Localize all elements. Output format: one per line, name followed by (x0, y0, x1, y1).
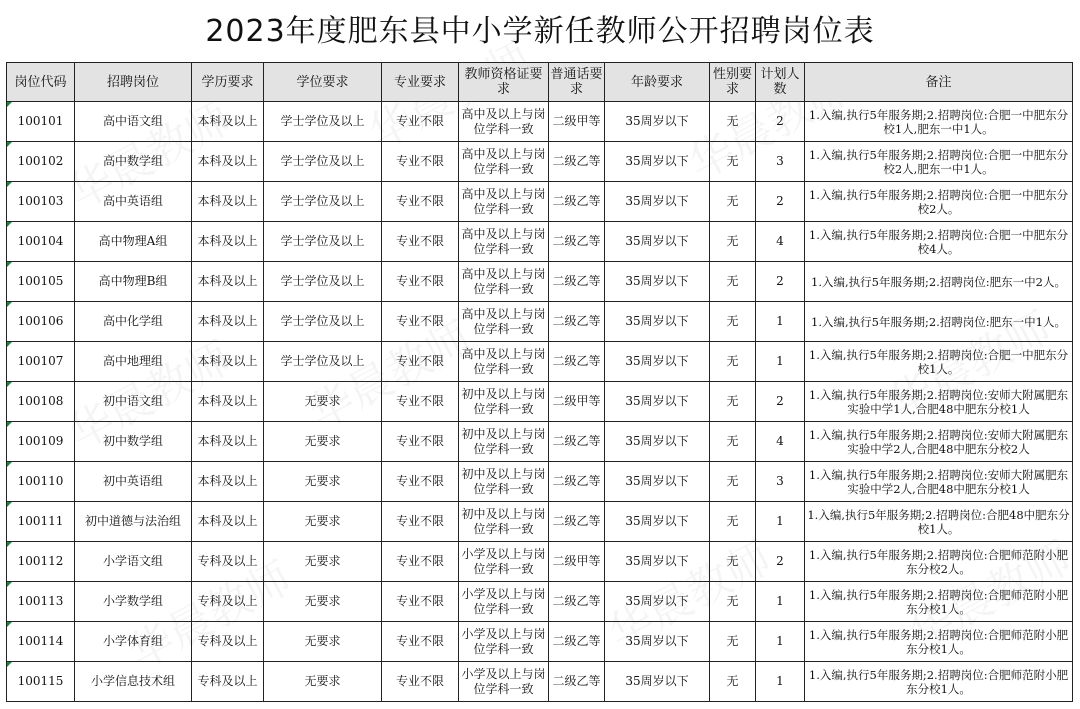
cell-gender: 无 (710, 262, 756, 302)
table-row (7, 302, 1073, 342)
cell-gender: 无 (710, 382, 756, 422)
cell-cert: 小学及以上与岗位学科一致 (459, 622, 549, 662)
cell-code: 100105 (7, 262, 75, 302)
cell-code: 100107 (7, 342, 75, 382)
cell-note: 1.入编,执行5年服务期;2.招聘岗位:肥东一中1人。 (805, 302, 1073, 342)
cell-mandarin: 二级乙等 (549, 582, 605, 622)
cell-gender: 无 (710, 622, 756, 662)
cell-age: 35周岁以下 (605, 582, 710, 622)
cell-code: 100115 (7, 662, 75, 702)
cell-gender: 无 (710, 302, 756, 342)
page-title: 2023年度肥东县中小学新任教师公开招聘岗位表 (205, 14, 875, 49)
cell-cert: 高中及以上与岗位学科一致 (459, 102, 549, 142)
cell-mandarin: 二级甲等 (549, 542, 605, 582)
cell-post: 小学信息技术组 (75, 662, 192, 702)
cell-post: 高中物理B组 (75, 262, 192, 302)
cell-gender: 无 (710, 542, 756, 582)
cell-age: 35周岁以下 (605, 302, 710, 342)
cell-note: 1.入编,执行5年服务期;2.招聘岗位:安师大附属肥东实验中学1人,合肥48中肥东分校1人 (805, 382, 1073, 422)
cell-cert: 初中及以上与岗位学科一致 (459, 502, 549, 542)
cell-cert: 高中及以上与岗位学科一致 (459, 262, 549, 302)
cell-degree: 无要求 (264, 582, 382, 622)
cell-code: 100114 (7, 622, 75, 662)
cell-post: 初中语文组 (75, 382, 192, 422)
cell-edu: 本科及以上 (192, 502, 264, 542)
cell-post: 初中英语组 (75, 462, 192, 502)
cell-age: 35周岁以下 (605, 542, 710, 582)
cell-code: 100112 (7, 542, 75, 582)
cell-code: 100104 (7, 222, 75, 262)
cell-gender: 无 (710, 222, 756, 262)
cell-cert: 高中及以上与岗位学科一致 (459, 142, 549, 182)
cell-edu: 本科及以上 (192, 302, 264, 342)
cell-gender: 无 (710, 462, 756, 502)
cell-degree: 学士学位及以上 (264, 182, 382, 222)
cell-code: 100111 (7, 502, 75, 542)
cell-mandarin: 二级乙等 (549, 182, 605, 222)
header-cert: 教师资格证要求 (459, 63, 549, 102)
cell-plan: 1 (756, 622, 805, 662)
cell-major: 专业不限 (382, 582, 459, 622)
cell-edu: 本科及以上 (192, 102, 264, 142)
cell-post: 高中语文组 (75, 102, 192, 142)
cell-plan: 2 (756, 262, 805, 302)
cell-degree: 无要求 (264, 542, 382, 582)
table-row (7, 382, 1073, 422)
cell-edu: 本科及以上 (192, 182, 264, 222)
cell-cert: 高中及以上与岗位学科一致 (459, 182, 549, 222)
cell-code: 100108 (7, 382, 75, 422)
cell-plan: 3 (756, 462, 805, 502)
cell-degree: 无要求 (264, 382, 382, 422)
cell-plan: 2 (756, 102, 805, 142)
table-row (7, 342, 1073, 382)
cell-age: 35周岁以下 (605, 422, 710, 462)
cell-code: 100103 (7, 182, 75, 222)
cell-post: 高中数学组 (75, 142, 192, 182)
cell-age: 35周岁以下 (605, 102, 710, 142)
header-major: 专业要求 (382, 63, 459, 102)
cell-major: 专业不限 (382, 422, 459, 462)
cell-degree: 学士学位及以上 (264, 142, 382, 182)
cell-note: 1.入编,执行5年服务期;2.招聘岗位:合肥师范附小肥东分校1人。 (805, 662, 1073, 702)
cell-major: 专业不限 (382, 262, 459, 302)
cell-edu: 本科及以上 (192, 222, 264, 262)
cell-edu: 本科及以上 (192, 342, 264, 382)
cell-major: 专业不限 (382, 142, 459, 182)
cell-mandarin: 二级乙等 (549, 462, 605, 502)
cell-post: 高中英语组 (75, 182, 192, 222)
cell-age: 35周岁以下 (605, 342, 710, 382)
cell-cert: 初中及以上与岗位学科一致 (459, 422, 549, 462)
cell-cert: 小学及以上与岗位学科一致 (459, 662, 549, 702)
cell-gender: 无 (710, 502, 756, 542)
cell-gender: 无 (710, 662, 756, 702)
cell-degree: 无要求 (264, 662, 382, 702)
cell-mandarin: 二级乙等 (549, 302, 605, 342)
cell-age: 35周岁以下 (605, 502, 710, 542)
cell-degree: 学士学位及以上 (264, 262, 382, 302)
cell-note: 1.入编,执行5年服务期;2.招聘岗位:合肥师范附小肥东分校1人。 (805, 582, 1073, 622)
cell-post: 高中物理A组 (75, 222, 192, 262)
cell-plan: 4 (756, 422, 805, 462)
cell-major: 专业不限 (382, 222, 459, 262)
cell-gender: 无 (710, 422, 756, 462)
header-age: 年龄要求 (605, 63, 710, 102)
cell-code: 100110 (7, 462, 75, 502)
cell-major: 专业不限 (382, 302, 459, 342)
cell-mandarin: 二级乙等 (549, 342, 605, 382)
cell-plan: 1 (756, 502, 805, 542)
cell-mandarin: 二级乙等 (549, 662, 605, 702)
cell-post: 小学数学组 (75, 582, 192, 622)
cell-code: 100113 (7, 582, 75, 622)
cell-cert: 小学及以上与岗位学科一致 (459, 582, 549, 622)
cell-degree: 学士学位及以上 (264, 302, 382, 342)
cell-cert: 高中及以上与岗位学科一致 (459, 342, 549, 382)
cell-code: 100102 (7, 142, 75, 182)
cell-age: 35周岁以下 (605, 662, 710, 702)
cell-major: 专业不限 (382, 502, 459, 542)
cell-mandarin: 二级乙等 (549, 262, 605, 302)
cell-mandarin: 二级乙等 (549, 142, 605, 182)
table-row (7, 222, 1073, 262)
table-row (7, 462, 1073, 502)
cell-degree: 无要求 (264, 462, 382, 502)
cell-plan: 3 (756, 142, 805, 182)
cell-plan: 4 (756, 222, 805, 262)
header-mandarin: 普通话要求 (549, 63, 605, 102)
cell-mandarin: 二级甲等 (549, 102, 605, 142)
cell-note: 1.入编,执行5年服务期;2.招聘岗位:肥东一中2人。 (805, 262, 1073, 302)
cell-age: 35周岁以下 (605, 382, 710, 422)
cell-edu: 本科及以上 (192, 462, 264, 502)
cell-degree: 学士学位及以上 (264, 102, 382, 142)
cell-gender: 无 (710, 182, 756, 222)
header-code: 岗位代码 (7, 63, 75, 102)
cell-major: 专业不限 (382, 342, 459, 382)
cell-cert: 初中及以上与岗位学科一致 (459, 382, 549, 422)
cell-age: 35周岁以下 (605, 142, 710, 182)
cell-post: 高中化学组 (75, 302, 192, 342)
cell-post: 初中数学组 (75, 422, 192, 462)
cell-degree: 学士学位及以上 (264, 342, 382, 382)
header-degree: 学位要求 (264, 63, 382, 102)
cell-plan: 2 (756, 542, 805, 582)
cell-degree: 无要求 (264, 422, 382, 462)
cell-mandarin: 二级乙等 (549, 502, 605, 542)
cell-plan: 1 (756, 302, 805, 342)
cell-note: 1.入编,执行5年服务期;2.招聘岗位:合肥一中肥东分校2人,肥东一中1人。 (805, 142, 1073, 182)
cell-code: 100101 (7, 102, 75, 142)
cell-gender: 无 (710, 342, 756, 382)
table-header-row (7, 63, 1073, 102)
cell-age: 35周岁以下 (605, 222, 710, 262)
table-row (7, 142, 1073, 182)
cell-major: 专业不限 (382, 182, 459, 222)
cell-cert: 小学及以上与岗位学科一致 (459, 542, 549, 582)
table-row (7, 622, 1073, 662)
cell-plan: 2 (756, 182, 805, 222)
table-row (7, 582, 1073, 622)
table-row (7, 502, 1073, 542)
cell-post: 小学体育组 (75, 622, 192, 662)
cell-plan: 1 (756, 662, 805, 702)
table-row (7, 182, 1073, 222)
cell-code: 100109 (7, 422, 75, 462)
header-note: 备注 (805, 63, 1073, 102)
cell-plan: 2 (756, 382, 805, 422)
cell-post: 初中道德与法治组 (75, 502, 192, 542)
cell-mandarin: 二级乙等 (549, 622, 605, 662)
cell-post: 高中地理组 (75, 342, 192, 382)
cell-edu: 专科及以上 (192, 582, 264, 622)
cell-note: 1.入编,执行5年服务期;2.招聘岗位:合肥一中肥东分校1人。 (805, 342, 1073, 382)
cell-major: 专业不限 (382, 102, 459, 142)
cell-note: 1.入编,执行5年服务期;2.招聘岗位:合肥一中肥东分校1人,肥东一中1人。 (805, 102, 1073, 142)
cell-major: 专业不限 (382, 382, 459, 422)
cell-age: 35周岁以下 (605, 262, 710, 302)
header-post: 招聘岗位 (75, 63, 192, 102)
cell-gender: 无 (710, 142, 756, 182)
cell-major: 专业不限 (382, 662, 459, 702)
cell-mandarin: 二级乙等 (549, 422, 605, 462)
cell-degree: 学士学位及以上 (264, 222, 382, 262)
cell-major: 专业不限 (382, 462, 459, 502)
cell-age: 35周岁以下 (605, 182, 710, 222)
header-plan: 计划人数 (756, 63, 805, 102)
cell-plan: 1 (756, 582, 805, 622)
cell-age: 35周岁以下 (605, 622, 710, 662)
table-body (7, 102, 1073, 702)
cell-edu: 本科及以上 (192, 142, 264, 182)
cell-edu: 本科及以上 (192, 382, 264, 422)
cell-major: 专业不限 (382, 622, 459, 662)
cell-note: 1.入编,执行5年服务期;2.招聘岗位:安师大附属肥东实验中学2人,合肥48中肥东分校1人 (805, 462, 1073, 502)
cell-mandarin: 二级乙等 (549, 222, 605, 262)
cell-note: 1.入编,执行5年服务期;2.招聘岗位:合肥师范附小肥东分校1人。 (805, 622, 1073, 662)
cell-edu: 专科及以上 (192, 662, 264, 702)
cell-cert: 高中及以上与岗位学科一致 (459, 222, 549, 262)
cell-edu: 本科及以上 (192, 422, 264, 462)
cell-code: 100106 (7, 302, 75, 342)
cell-major: 专业不限 (382, 542, 459, 582)
cell-post: 小学语文组 (75, 542, 192, 582)
header-edu: 学历要求 (192, 63, 264, 102)
recruitment-table (6, 62, 1073, 702)
cell-note: 1.入编,执行5年服务期;2.招聘岗位:合肥一中肥东分校2人。 (805, 182, 1073, 222)
cell-gender: 无 (710, 582, 756, 622)
cell-note: 1.入编,执行5年服务期;2.招聘岗位:安师大附属肥东实验中学2人,合肥48中肥东分校2人 (805, 422, 1073, 462)
table-row (7, 102, 1073, 142)
cell-note: 1.入编,执行5年服务期;2.招聘岗位:合肥一中肥东分校4人。 (805, 222, 1073, 262)
table-row (7, 262, 1073, 302)
cell-degree: 无要求 (264, 502, 382, 542)
cell-mandarin: 二级甲等 (549, 382, 605, 422)
cell-edu: 本科及以上 (192, 262, 264, 302)
cell-degree: 无要求 (264, 622, 382, 662)
cell-note: 1.入编,执行5年服务期;2.招聘岗位:合肥师范附小肥东分校2人。 (805, 542, 1073, 582)
table-row (7, 662, 1073, 702)
header-gender: 性别要求 (710, 63, 756, 102)
cell-cert: 高中及以上与岗位学科一致 (459, 302, 549, 342)
cell-edu: 专科及以上 (192, 622, 264, 662)
cell-plan: 1 (756, 342, 805, 382)
cell-cert: 初中及以上与岗位学科一致 (459, 462, 549, 502)
cell-gender: 无 (710, 102, 756, 142)
cell-note: 1.入编,执行5年服务期;2.招聘岗位:合肥48中肥东分校1人。 (805, 502, 1073, 542)
table-row (7, 542, 1073, 582)
table-row (7, 422, 1073, 462)
cell-age: 35周岁以下 (605, 462, 710, 502)
cell-edu: 专科及以上 (192, 542, 264, 582)
